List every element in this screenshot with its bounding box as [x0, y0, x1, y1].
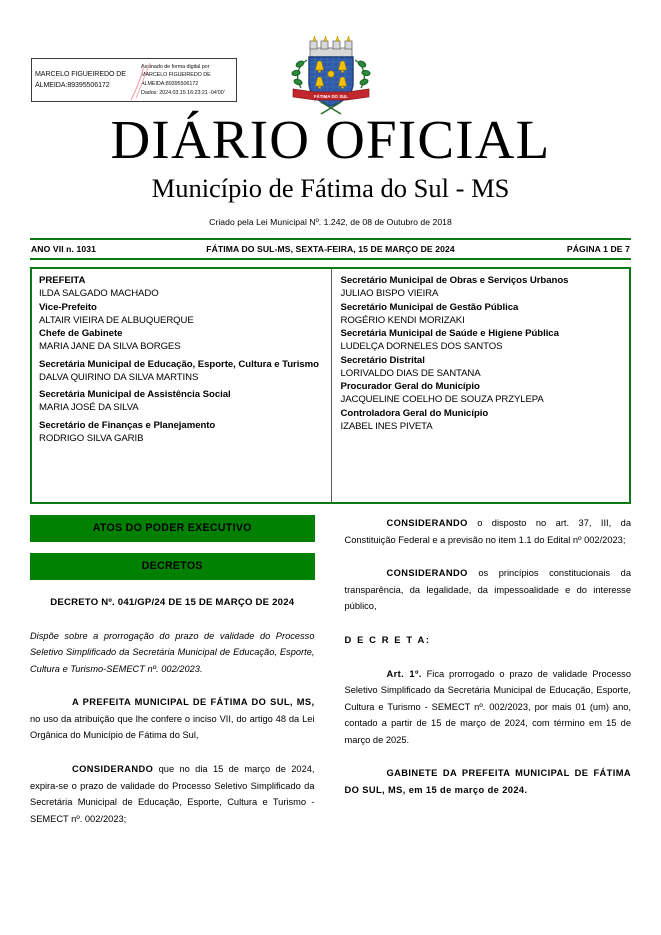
decree-ementa: Dispõe sobre a prorrogação do prazo de validade do Processo Seletivo Simplificado da Secretária Municipal de Educação, Esporte, Cultura e Turismo-SEMECT nº. 002/2023. [30, 630, 315, 674]
content-column-left [30, 504, 331, 827]
signature-detail-line3: ALMEIDA:89395506172 [141, 81, 199, 87]
official-name: ROGÉRIO KENDI MORIZAKI [340, 314, 465, 326]
decree-considerando-1 [30, 761, 315, 827]
closing-bold-text: GABINETE DA PREFEITA MUNICIPAL DE FÁTIMA DO SUL, MS, [344, 768, 631, 795]
official-entry [39, 388, 325, 414]
decree-considerando-2 [345, 515, 632, 548]
officials-column-right [331, 269, 630, 502]
preamble-bold-lead: A PREFEITA MUNICIPAL DE FÁTIMA DO SUL, MS, [72, 697, 315, 708]
article-1-lead: Art. 1º. [386, 668, 422, 679]
official-name: LORIVALDO DIAS DE SANTANA [340, 367, 481, 379]
official-role: Vice-Prefeito [39, 301, 97, 313]
official-role: Secretária Municipal de Educação, Esporte, Cultura e Turismo [39, 358, 319, 370]
signature-detail-line2: MARCELO FIGUEIREDO DE [141, 72, 211, 79]
official-entry [341, 354, 624, 380]
official-role: Secretário Municipal de Obras e Serviços Urbanos [340, 275, 569, 287]
official-entry [39, 419, 325, 445]
official-role: Secretário Distrital [340, 354, 425, 366]
official-entry [341, 380, 624, 406]
official-name: IZABEL INES PIVETA [340, 420, 433, 432]
considerando-1-text: que no dia 15 de março de 2024, expira-se o prazo de validade do Processo Seletivo Simplificado da Secretária Municipal de Educação, Esporte, Cultura e Turismo - SEMECT nº. 002/2023; [30, 763, 315, 824]
closing-date-text: em 15 de março de 2024. [405, 784, 528, 795]
official-name: MARIA JOSÉ DA SILVA [39, 402, 139, 414]
decreta-keyword: D E C R E T A: [344, 633, 431, 645]
infobar [30, 240, 631, 258]
official-role: PREFEITA [39, 275, 86, 287]
officials-box [30, 267, 631, 504]
official-role: Controladora Geral do Município [340, 407, 489, 419]
official-role: Secretária Municipal de Assistência Social [39, 389, 231, 401]
considerando-3-text: os princípios constitucionais da transparência, da legalidade, da impessoalidade e do interesse público, [344, 568, 631, 612]
decree-considerando-3 [345, 565, 632, 615]
official-name: JULIAO BISPO VIEIRA [340, 288, 439, 300]
decree-closing [345, 765, 632, 798]
officials-column-left [32, 269, 331, 502]
decree-title: DECRETO Nº. 041/GP/24 DE 15 DE MARÇO DE 2024 [50, 596, 295, 608]
coat-of-arms-icon [285, 26, 377, 118]
official-entry [341, 301, 624, 327]
considerando-2-text: o disposto no art. 37, III, da Constituição Federal e a previsão no item 1.1 do Edital nº 002/2023; [344, 518, 631, 545]
official-role: Chefe de Gabinete [39, 328, 123, 340]
decree-article-1 [345, 666, 632, 749]
signature-detail-line4: Dados: 2024.03.15 16:23:21 -04'00' [141, 89, 225, 96]
coat-of-arms [0, 26, 661, 118]
signature-name-line1: MARCELO FIGUEIREDO DE [35, 70, 126, 79]
considerando-2-lead: CONSIDERANDO [386, 518, 468, 529]
official-entry [39, 274, 325, 300]
content-columns [30, 504, 631, 827]
official-entry [341, 274, 624, 300]
section-bar-atos: ATOS DO PODER EXECUTIVO [30, 515, 315, 542]
decree-preamble [30, 694, 315, 744]
official-name: LUDELÇA DORNELES DOS SANTOS [340, 341, 503, 353]
infobar-page: PÁGINA 1 DE 7 [566, 244, 630, 255]
content-column-right [331, 504, 632, 798]
official-name: ALTAIR VIEIRA DE ALBUQUERQUE [39, 314, 194, 326]
signature-name-line2: ALMEIDA:89395506172 [35, 81, 110, 89]
official-name: RODRIGO SILVA GARIB [39, 432, 144, 444]
official-role: Procurador Geral do Município [340, 381, 480, 393]
svg-text:FÁTIMA DO SUL: FÁTIMA DO SUL [313, 94, 348, 99]
section-bar-decretos: DECRETOS [30, 553, 315, 580]
official-role: Secretário de Finanças e Planejamento [39, 419, 216, 431]
official-name: DALVA QUIRINO DA SILVA MARTINS [39, 371, 199, 383]
official-name: ILDA SALGADO MACHADO [39, 288, 159, 300]
signature-detail-line1: Assinado de forma digital por [141, 63, 210, 70]
considerando-3-lead: CONSIDERANDO [386, 568, 468, 579]
official-name: JACQUELINE COELHO DE SOUZA PRZYLEPA [340, 394, 544, 406]
official-name: MARIA JANE DA SILVA BORGES [39, 341, 181, 353]
official-entry [39, 301, 325, 327]
masthead-subtitle: Município de Fátima do Sul - MS [151, 173, 510, 204]
infobar-edition: ANO VII n. 1031 [31, 244, 97, 255]
infobar-bottom-rule [30, 258, 631, 260]
infobar-date: FÁTIMA DO SUL-MS, SEXTA-FEIRA, 15 DE MARÇO DE 2024 [206, 244, 455, 255]
official-entry [39, 358, 325, 384]
official-role: Secretária Municipal de Saúde e Higiene Pública [340, 328, 559, 340]
official-role: Secretário Municipal de Gestão Pública [340, 301, 519, 313]
article-1-text: Fica prorrogado o prazo de validade Processo Seletivo Simplificado da Secretária Municipal de Educação, Esporte, Cultura e Turismo - SEMECT nº. 002/2023, por mais 01 (um) ano, contado a partir de 15 de março de 2024, com término em 15 de março de 2025. [344, 668, 631, 745]
page-title: DIÁRIO OFICIAL [110, 109, 551, 170]
official-entry [341, 327, 624, 353]
official-entry [341, 407, 624, 433]
considerando-1-lead: CONSIDERANDO [72, 763, 154, 774]
masthead-law-line: Criado pela Lei Municipal Nº. 1.242, de 08 de Outubro de 2018 [209, 217, 452, 228]
official-entry [39, 327, 325, 353]
preamble-text: no uso da atribuição que lhe confere o inciso VII, do artigo 48 da Lei Orgânica do Município de Fátima do Sul, [30, 713, 315, 741]
